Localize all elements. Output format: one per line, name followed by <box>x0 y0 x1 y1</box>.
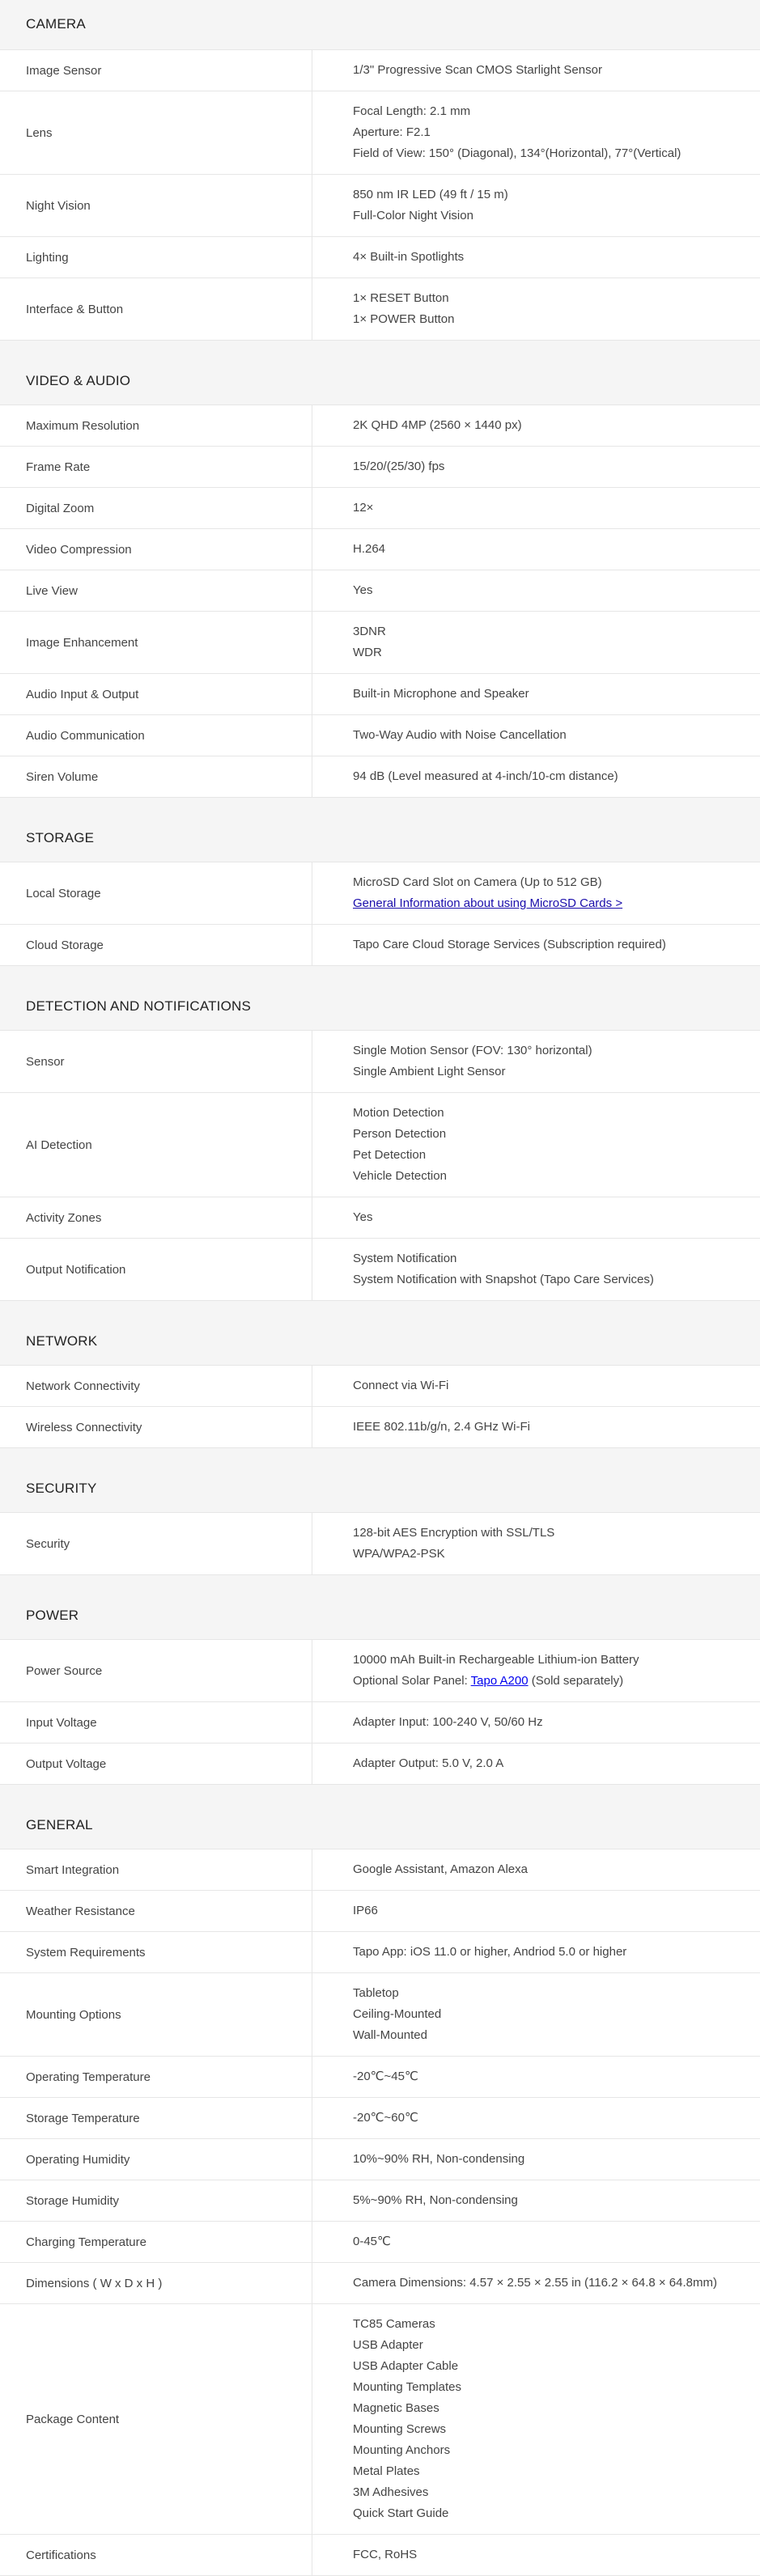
spec-row-system-requirements <box>0 1932 760 1973</box>
section-title-camera: CAMERA <box>0 0 760 50</box>
tapo-a200-link[interactable]: Tapo A200 <box>470 1674 529 1688</box>
spec-value-line: Tapo Care Cloud Storage Services (Subscription required) <box>353 938 666 951</box>
spec-value <box>312 1973 760 2056</box>
spec-value-line: 850 nm IR LED (49 ft / 15 m) <box>353 188 508 201</box>
spec-value <box>312 278 760 340</box>
section-title-storage: STORAGE <box>0 798 760 862</box>
spec-value-line: Metal Plates <box>353 2464 420 2478</box>
spec-value-line: Mounting Screws <box>353 2422 447 2436</box>
spec-row-lighting <box>0 237 760 278</box>
spec-row-network-connectivity <box>0 1366 760 1407</box>
spec-row-storage-temperature <box>0 2098 760 2139</box>
spec-value-line: 4× Built-in Spotlights <box>353 250 465 264</box>
spec-value-line: Single Ambient Light Sensor <box>353 1065 506 1078</box>
spec-value <box>312 237 760 278</box>
spec-value-line: FCC, RoHS <box>353 2548 418 2561</box>
spec-label: Lighting <box>0 237 312 278</box>
spec-row-output-notification <box>0 1239 760 1301</box>
section-title-network: NETWORK <box>0 1301 760 1366</box>
spec-value <box>312 91 760 174</box>
spec-value-text: (Sold separately) <box>528 1674 624 1688</box>
spec-value-line: Mounting Anchors <box>353 2443 451 2457</box>
spec-row-lens <box>0 91 760 175</box>
spec-row-package-content <box>0 2304 760 2535</box>
spec-label: Storage Humidity <box>0 2180 312 2221</box>
spec-value <box>312 1366 760 1406</box>
spec-value-line: 10%~90% RH, Non-condensing <box>353 2152 525 2166</box>
spec-table-security <box>0 1513 760 1575</box>
spec-row-live-view <box>0 570 760 612</box>
spec-label: Video Compression <box>0 529 312 570</box>
spec-label: Image Enhancement <box>0 612 312 673</box>
section-title-security: SECURITY <box>0 1448 760 1513</box>
spec-row-image-sensor <box>0 50 760 91</box>
spec-value-line: Motion Detection <box>353 1106 444 1120</box>
spec-value <box>312 1513 760 1574</box>
spec-table-video-audio <box>0 405 760 798</box>
spec-value-line: 1/3" Progressive Scan CMOS Starlight Sensor <box>353 63 602 77</box>
spec-value-line: Mounting Templates <box>353 2380 461 2394</box>
spec-label: Weather Resistance <box>0 1891 312 1931</box>
spec-value <box>312 1239 760 1300</box>
spec-row-output-voltage <box>0 1743 760 1785</box>
spec-label: AI Detection <box>0 1093 312 1197</box>
spec-value-line: Field of View: 150° (Diagonal), 134°(Horizontal), 77°(Vertical) <box>353 146 681 160</box>
spec-value <box>312 2535 760 2575</box>
spec-label: Mounting Options <box>0 1973 312 2056</box>
spec-value-line <box>353 893 747 914</box>
spec-label: Output Notification <box>0 1239 312 1300</box>
spec-value <box>312 2139 760 2180</box>
section-title-power: POWER <box>0 1575 760 1640</box>
spec-value <box>312 50 760 91</box>
spec-value <box>312 715 760 756</box>
spec-row-cloud-storage <box>0 925 760 966</box>
spec-value-line: USB Adapter <box>353 2338 423 2352</box>
spec-value-line: 10000 mAh Built-in Rechargeable Lithium-ion Battery <box>353 1653 639 1667</box>
spec-value-line: Google Assistant, Amazon Alexa <box>353 1862 528 1876</box>
spec-row-operating-temperature <box>0 2057 760 2098</box>
spec-value <box>312 1407 760 1447</box>
spec-value-line: Tabletop <box>353 1986 399 2000</box>
spec-value <box>312 1891 760 1931</box>
spec-row-frame-rate <box>0 447 760 488</box>
spec-row-image-enhancement <box>0 612 760 674</box>
spec-table-storage <box>0 862 760 966</box>
spec-label: Cloud Storage <box>0 925 312 965</box>
spec-label: Certifications <box>0 2535 312 2575</box>
spec-value-line: 3DNR <box>353 625 386 638</box>
spec-value-line: Full-Color Night Vision <box>353 209 473 222</box>
spec-table-detection-and-notifications <box>0 1031 760 1301</box>
spec-label: Siren Volume <box>0 756 312 797</box>
spec-value-line: Aperture: F2.1 <box>353 125 431 139</box>
spec-label: System Requirements <box>0 1932 312 1972</box>
spec-table-general <box>0 1849 760 2576</box>
spec-label: Output Voltage <box>0 1743 312 1784</box>
spec-row-audio-communication <box>0 715 760 756</box>
spec-value-line: Person Detection <box>353 1127 447 1141</box>
spec-value-line: Wall-Mounted <box>353 2028 427 2042</box>
spec-value <box>312 570 760 611</box>
spec-value-line: System Notification <box>353 1252 457 1265</box>
spec-row-ai-detection <box>0 1093 760 1197</box>
spec-row-video-compression <box>0 529 760 570</box>
spec-label: Activity Zones <box>0 1197 312 1238</box>
spec-value-line: TC85 Cameras <box>353 2317 435 2331</box>
spec-row-local-storage <box>0 862 760 925</box>
spec-row-operating-humidity <box>0 2139 760 2180</box>
spec-value <box>312 862 760 924</box>
spec-label: Operating Temperature <box>0 2057 312 2097</box>
spec-value-line: Pet Detection <box>353 1148 427 1162</box>
spec-label: Security <box>0 1513 312 1574</box>
spec-value <box>312 405 760 446</box>
spec-label: Interface & Button <box>0 278 312 340</box>
spec-value <box>312 925 760 965</box>
spec-value-text: Optional Solar Panel: <box>353 1674 471 1688</box>
spec-value-line: 5%~90% RH, Non-condensing <box>353 2193 518 2207</box>
spec-value-line: USB Adapter Cable <box>353 2359 459 2373</box>
spec-row-night-vision <box>0 175 760 237</box>
spec-row-power-source <box>0 1640 760 1702</box>
spec-value-line: 2K QHD 4MP (2560 × 1440 px) <box>353 418 522 432</box>
spec-row-siren-volume <box>0 756 760 798</box>
section-title-video-audio: VIDEO & AUDIO <box>0 341 760 405</box>
spec-value <box>312 447 760 487</box>
spec-value-line <box>353 1671 747 1692</box>
spec-label: Sensor <box>0 1031 312 1092</box>
spec-row-smart-integration <box>0 1849 760 1891</box>
spec-value-line: MicroSD Card Slot on Camera (Up to 512 GB) <box>353 875 602 889</box>
spec-row-activity-zones <box>0 1197 760 1239</box>
spec-value-line: Single Motion Sensor (FOV: 130° horizontal) <box>353 1044 592 1057</box>
spec-value <box>312 674 760 714</box>
spec-value-line: Tapo App: iOS 11.0 or higher, Andriod 5.0 or higher <box>353 1945 627 1959</box>
spec-value-line: Focal Length: 2.1 mm <box>353 104 471 118</box>
spec-value-line: 3M Adhesives <box>353 2485 429 2499</box>
spec-value <box>312 1031 760 1092</box>
spec-value-line: Connect via Wi-Fi <box>353 1379 449 1392</box>
spec-value-line: Vehicle Detection <box>353 1169 447 1183</box>
spec-value-line: Quick Start Guide <box>353 2506 449 2520</box>
spec-row-digital-zoom <box>0 488 760 529</box>
spec-value-line: Two-Way Audio with Noise Cancellation <box>353 728 567 742</box>
spec-value <box>312 2098 760 2138</box>
spec-label: Storage Temperature <box>0 2098 312 2138</box>
spec-value <box>312 2304 760 2534</box>
spec-label: Operating Humidity <box>0 2139 312 2180</box>
spec-value-line: H.264 <box>353 542 386 556</box>
spec-row-sensor <box>0 1031 760 1093</box>
spec-label: Maximum Resolution <box>0 405 312 446</box>
spec-label: Wireless Connectivity <box>0 1407 312 1447</box>
spec-value-line: IEEE 802.11b/g/n, 2.4 GHz Wi-Fi <box>353 1420 530 1434</box>
spec-value-line: System Notification with Snapshot (Tapo Care Services) <box>353 1273 654 1286</box>
spec-label: Image Sensor <box>0 50 312 91</box>
spec-value <box>312 1743 760 1784</box>
spec-row-interface-button <box>0 278 760 341</box>
spec-label: Digital Zoom <box>0 488 312 528</box>
spec-row-storage-humidity <box>0 2180 760 2222</box>
spec-label: Network Connectivity <box>0 1366 312 1406</box>
spec-value <box>312 2263 760 2303</box>
spec-row-mounting-options <box>0 1973 760 2057</box>
spec-value-line: Camera Dimensions: 4.57 × 2.55 × 2.55 in (116.2 × 64.8 × 64.8mm) <box>353 2276 717 2290</box>
spec-row-wireless-connectivity <box>0 1407 760 1448</box>
spec-label: Audio Input & Output <box>0 674 312 714</box>
spec-value-line: 94 dB (Level measured at 4-inch/10-cm distance) <box>353 769 618 783</box>
spec-value-line: Magnetic Bases <box>353 2401 439 2415</box>
spec-table-camera <box>0 50 760 341</box>
spec-value-line: 15/20/(25/30) fps <box>353 460 445 473</box>
spec-label: Frame Rate <box>0 447 312 487</box>
spec-row-weather-resistance <box>0 1891 760 1932</box>
spec-label: Night Vision <box>0 175 312 236</box>
spec-value-line: Built-in Microphone and Speaker <box>353 687 529 701</box>
spec-value <box>312 175 760 236</box>
spec-value-line: WDR <box>353 646 382 659</box>
spec-value <box>312 1702 760 1743</box>
spec-value-line: WPA/WPA2-PSK <box>353 1547 445 1561</box>
spec-value <box>312 612 760 673</box>
section-title-detection-and-notifications: DETECTION AND NOTIFICATIONS <box>0 966 760 1031</box>
spec-label: Audio Communication <box>0 715 312 756</box>
spec-row-charging-temperature <box>0 2222 760 2263</box>
spec-label: Local Storage <box>0 862 312 924</box>
spec-value-line: -20℃~60℃ <box>353 2111 418 2125</box>
spec-value <box>312 2180 760 2221</box>
spec-value-line: 1× RESET Button <box>353 291 449 305</box>
spec-value <box>312 2222 760 2262</box>
spec-row-dimensions-w-x-d-x-h <box>0 2263 760 2304</box>
spec-value-line: 128-bit AES Encryption with SSL/TLS <box>353 1526 555 1540</box>
spec-label: Live View <box>0 570 312 611</box>
spec-label: Dimensions ( W x D x H ) <box>0 2263 312 2303</box>
spec-label: Power Source <box>0 1640 312 1701</box>
spec-value-line: Yes <box>353 1210 373 1224</box>
spec-value <box>312 488 760 528</box>
spec-value-line: Ceiling-Mounted <box>353 2007 442 2021</box>
spec-table-network <box>0 1366 760 1448</box>
spec-value-line: Yes <box>353 583 373 597</box>
spec-value <box>312 756 760 797</box>
spec-value-line: 1× POWER Button <box>353 312 455 326</box>
spec-value-line: Adapter Input: 100-240 V, 50/60 Hz <box>353 1715 543 1729</box>
spec-row-maximum-resolution <box>0 405 760 447</box>
spec-value <box>312 1849 760 1890</box>
spec-row-security <box>0 1513 760 1575</box>
spec-value-line: Adapter Output: 5.0 V, 2.0 A <box>353 1756 504 1770</box>
spec-value-line: IP66 <box>353 1904 378 1917</box>
spec-value <box>312 1197 760 1238</box>
spec-row-certifications <box>0 2535 760 2576</box>
spec-value-line: -20℃~45℃ <box>353 2070 418 2083</box>
spec-label: Charging Temperature <box>0 2222 312 2262</box>
spec-label: Smart Integration <box>0 1849 312 1890</box>
spec-value-line: 12× <box>353 501 374 515</box>
microsd-info-link[interactable]: General Information about using MicroSD Cards > <box>353 896 623 910</box>
spec-value <box>312 529 760 570</box>
spec-value-line: 0-45℃ <box>353 2235 391 2248</box>
spec-label: Input Voltage <box>0 1702 312 1743</box>
spec-row-audio-input-output <box>0 674 760 715</box>
spec-row-input-voltage <box>0 1702 760 1743</box>
spec-label: Lens <box>0 91 312 174</box>
spec-table-power <box>0 1640 760 1785</box>
spec-value <box>312 1932 760 1972</box>
spec-value <box>312 1640 760 1701</box>
spec-value <box>312 1093 760 1197</box>
section-title-general: GENERAL <box>0 1785 760 1849</box>
spec-value <box>312 2057 760 2097</box>
spec-label: Package Content <box>0 2304 312 2534</box>
